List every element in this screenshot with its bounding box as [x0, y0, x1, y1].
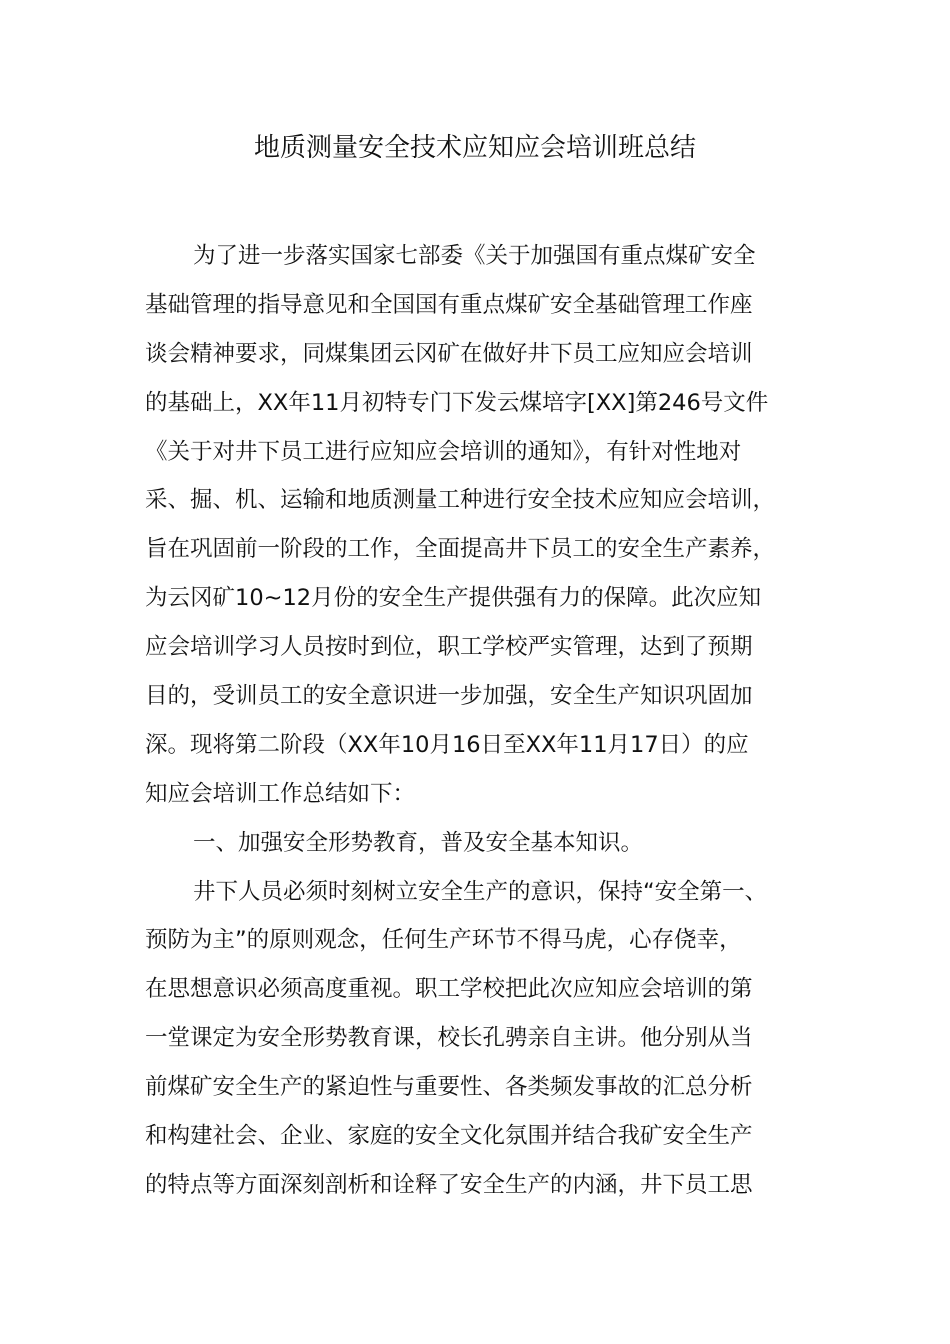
paragraph-line: 《关于对井下员工进行应知应会培训的通知》，有针对性地对: [145, 438, 742, 465]
section-heading: 一、加强安全形势教育，普及安全基本知识。: [193, 829, 644, 856]
paragraph-line: 在思想意识必须高度重视。职工学校把此次应知应会培训的第: [145, 976, 753, 1003]
paragraph-line: 应会培训学习人员按时到位，职工学校严实管理，达到了预期: [145, 634, 753, 661]
paragraph-line: 为了进一步落实国家七部委《关于加强国有重点煤矿安全: [193, 243, 756, 269]
paragraph-line: 前煤矿安全生产的紧迫性与重要性、各类频发事故的汇总分析: [145, 1074, 753, 1101]
paragraph-line: 旨在巩固前一阶段的工作，全面提高井下员工的安全生产素养，: [145, 536, 776, 563]
document-title: 地质测量安全技术应知应会培训班总结: [253, 133, 696, 163]
paragraph-line: 一堂课定为安全形势教育课，校长孔骋亲自主讲。他分别从当: [145, 1025, 753, 1052]
paragraph-line: 的特点等方面深刻剖析和诠释了安全生产的内涵，井下员工思: [145, 1171, 753, 1198]
paragraph-line: 的基础上，XX年11月初特专门下发云煤培字[XX]第246号文件: [145, 389, 769, 416]
paragraph-line: 谈会精神要求，同煤集团云冈矿在做好井下员工应知应会培训: [145, 340, 753, 367]
paragraph-line: 井下人员必须时刻树立安全生产的意识，保持“安全第一、: [193, 878, 768, 905]
paragraph-line: 深。现将第二阶段（XX年10月16日至XX年11月17日）的应: [145, 731, 749, 758]
document-body: [145, 232, 845, 1210]
paragraph-line: 采、掘、机、运输和地质测量工种进行安全技术应知应会培训，: [145, 487, 776, 514]
paragraph-line: 目的，受训员工的安全意识进一步加强，安全生产知识巩固加: [145, 683, 753, 710]
paragraph-line: 和构建社会、企业、家庭的安全文化氛围并结合我矿安全生产: [145, 1123, 753, 1150]
paragraph-line: 基础管理的指导意见和全国国有重点煤矿安全基础管理工作座: [145, 291, 753, 318]
paragraph-line: 为云冈矿10~12月份的安全生产提供强有力的保障。此次应知: [145, 585, 762, 612]
paragraph-line: 知应会培训工作总结如下：: [145, 780, 416, 807]
paragraph-line: 预防为主”的原则观念，任何生产环节不得马虎，心存侥幸，: [145, 927, 742, 954]
